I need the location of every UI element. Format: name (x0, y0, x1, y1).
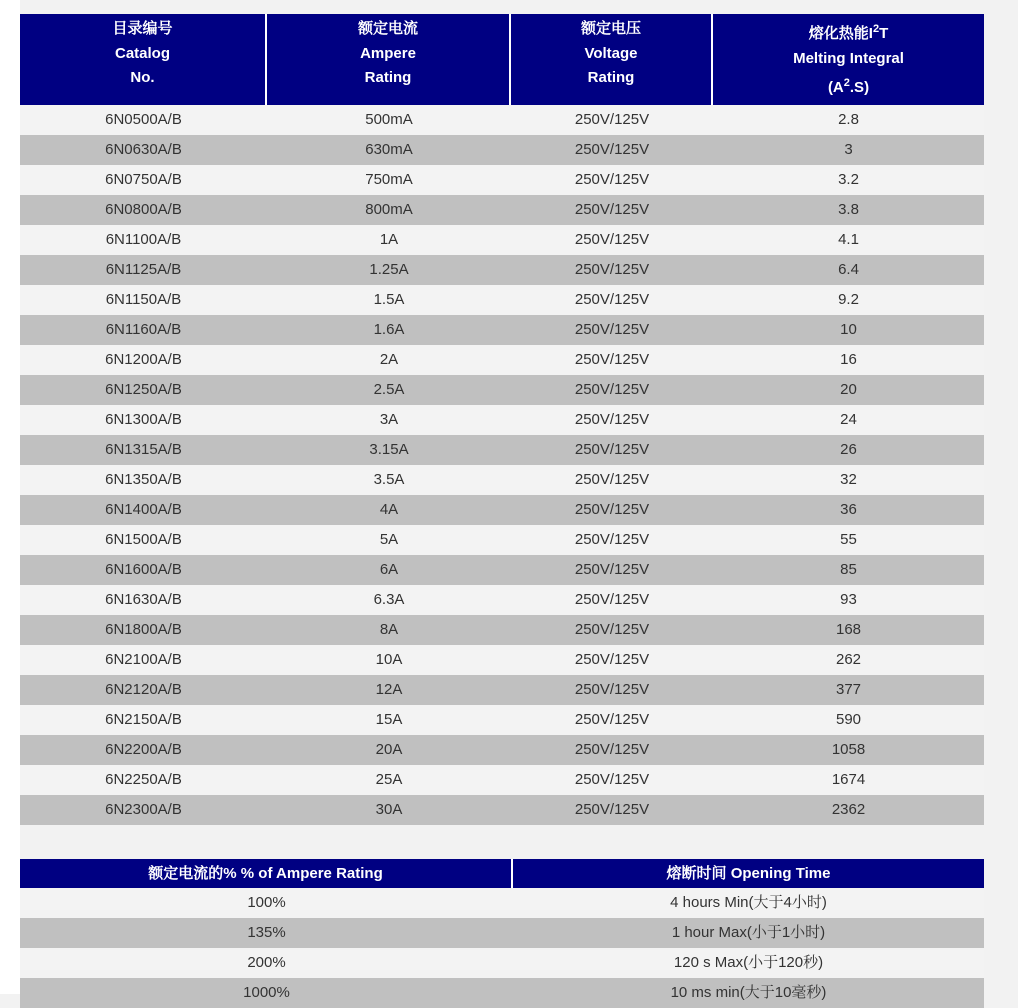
table-row (20, 255, 984, 285)
table-cell: 6N1350A/B (105, 470, 182, 488)
table-cell: 1.6A (373, 320, 405, 338)
col-header-opening-time: 熔断时间 Opening Time (513, 859, 984, 888)
table-cell: 500mA (365, 110, 413, 128)
table-cell: 250V/125V (574, 740, 650, 758)
table-row (20, 105, 984, 135)
table-cell: 250V/125V (574, 650, 650, 668)
table-cell: 6N2200A/B (105, 740, 182, 758)
table-cell: 168 (835, 620, 862, 638)
table-cell: 6N1125A/B (105, 260, 182, 278)
table-cell: 10A (375, 650, 403, 668)
table-cell: 93 (840, 590, 857, 608)
table-cell: 12A (375, 680, 403, 698)
table-cell: 1000% (243, 983, 290, 1001)
col-header-catalog-no (20, 14, 265, 105)
col-header-en1: Catalog (114, 44, 170, 62)
table-cell: 3 (844, 140, 853, 158)
col-header-en2: Rating (587, 69, 635, 86)
table-cell: 55 (840, 530, 857, 548)
table-cell: 36 (840, 500, 857, 518)
table-row (20, 615, 984, 645)
table-row (20, 918, 984, 948)
table-row (20, 405, 984, 435)
col-header-zh: 额定电流 (357, 20, 418, 37)
table-cell: 3.15A (369, 440, 409, 458)
table-cell: 250V/125V (574, 260, 650, 278)
table-cell: 250V/125V (574, 410, 650, 428)
table-cell: 1058 (831, 740, 866, 758)
table-cell: 2.8 (838, 110, 859, 128)
table-cell: 135% (247, 923, 286, 941)
table-cell: 3.8 (838, 200, 859, 218)
table-row (20, 645, 984, 675)
col-header-melting-integral (713, 14, 984, 105)
table-cell: 6A (379, 560, 399, 578)
table-cell: 85 (840, 560, 857, 578)
col-header-en2: $(A^2.S)$ (827, 77, 870, 96)
table-cell: 800mA (365, 200, 413, 218)
table-cell: 630mA (365, 140, 413, 158)
table-cell: 10 ms min(大于10毫秒) (670, 983, 827, 1001)
table-cell: 10 (840, 320, 857, 338)
table-cell: 6N1315A/B (105, 440, 182, 458)
table-cell: 16 (840, 350, 857, 368)
table-row (20, 585, 984, 615)
table-row (20, 225, 984, 255)
table-cell: 250V/125V (574, 680, 650, 698)
table-cell: 8A (379, 620, 399, 638)
table-row (20, 165, 984, 195)
table-cell: 100% (247, 893, 286, 911)
table-cell: 250V/125V (574, 350, 650, 368)
table-cell: 30A (375, 800, 403, 818)
col-header-ampere-rating (267, 14, 509, 105)
table-row (20, 495, 984, 525)
table-cell: 6N1800A/B (105, 620, 182, 638)
table-cell: 3.5A (373, 470, 405, 488)
table-cell: 250V/125V (574, 230, 650, 248)
table-cell: 250V/125V (574, 560, 650, 578)
table-row (20, 735, 984, 765)
table-cell: 250V/125V (574, 290, 650, 308)
table-cell: 250V/125V (574, 590, 650, 608)
col-header-en1: Melting Integral (793, 49, 904, 67)
table-cell: 6N0500A/B (105, 110, 182, 128)
content-area (20, 14, 984, 1008)
table-row (20, 525, 984, 555)
table-row (20, 675, 984, 705)
table-cell: 2A (379, 350, 399, 368)
table-cell: 377 (835, 680, 862, 698)
table-cell: 3A (379, 410, 399, 428)
table-cell: 6N1160A/B (105, 320, 182, 338)
table-row (20, 195, 984, 225)
table-row (20, 795, 984, 825)
table-cell: 20 (840, 380, 857, 398)
table-cell: 6N2250A/B (105, 770, 182, 788)
table-cell: 6N0630A/B (105, 140, 182, 158)
table-row (20, 435, 984, 465)
table-cell: 6N1200A/B (105, 350, 182, 368)
col-header-zh: 熔化热能$I^2T$ (808, 23, 889, 42)
table-row (20, 948, 984, 978)
table-cell: 2.5A (373, 380, 405, 398)
table-cell: 9.2 (838, 290, 859, 308)
table-cell: 5A (379, 530, 399, 548)
table-cell: 250V/125V (574, 140, 650, 158)
col-header-zh: 额定电压 (580, 20, 641, 37)
table-cell: 250V/125V (574, 710, 650, 728)
table-row (20, 315, 984, 345)
table-cell: 3.2 (838, 170, 859, 188)
table-cell: 6N1300A/B (105, 410, 182, 428)
table-cell: 6N1250A/B (105, 380, 182, 398)
table-row (20, 705, 984, 735)
table-cell: 750mA (365, 170, 413, 188)
table-cell: 26 (840, 440, 857, 458)
table-cell: 250V/125V (574, 440, 650, 458)
table-cell: 6N1100A/B (105, 230, 182, 248)
col-header-en2: Rating (364, 69, 412, 86)
table-cell: 6N1500A/B (105, 530, 182, 548)
table-cell: 32 (840, 470, 857, 488)
table-cell: 250V/125V (574, 530, 650, 548)
table-cell: 1A (379, 230, 399, 248)
table-cell: 1 hour Max(小于1小时) (671, 923, 826, 941)
page-left-margin (0, 0, 20, 994)
table-cell: 4.1 (838, 230, 859, 248)
table-row (20, 555, 984, 585)
opening-table-body (20, 888, 984, 1008)
table-cell: 6N1400A/B (105, 500, 182, 518)
spec-table-header (20, 14, 984, 105)
table-cell: 6N0750A/B (105, 170, 182, 188)
table-cell: 2362 (831, 800, 866, 818)
table-cell: 6N2300A/B (105, 800, 182, 818)
spec-table-body (20, 105, 984, 825)
table-cell: 25A (375, 770, 403, 788)
table-cell: 250V/125V (574, 200, 650, 218)
table-row (20, 465, 984, 495)
table-cell: 1674 (831, 770, 866, 788)
table-cell: 24 (840, 410, 857, 428)
table-cell: 6N2150A/B (105, 710, 182, 728)
table-cell: 262 (835, 650, 862, 668)
table-cell: 6N2120A/B (105, 680, 182, 698)
col-header-zh: 目录编号 (112, 20, 173, 37)
table-cell: 6.4 (838, 260, 859, 278)
col-header-voltage-rating (511, 14, 711, 105)
table-row (20, 345, 984, 375)
table-row (20, 375, 984, 405)
table-cell: 4 hours Min(大于4小时) (670, 893, 827, 911)
table-row (20, 978, 984, 1008)
table-cell: 250V/125V (574, 500, 650, 518)
table-row (20, 285, 984, 315)
table-cell: 15A (375, 710, 403, 728)
table-cell: 4A (379, 500, 399, 518)
table-cell: 6N1630A/B (105, 590, 182, 608)
table-cell: 250V/125V (574, 110, 650, 128)
table-cell: 6N2100A/B (105, 650, 182, 668)
table-row (20, 135, 984, 165)
table-cell: 6N1600A/B (105, 560, 182, 578)
table-cell: 120 s Max(小于120秒) (673, 953, 824, 971)
col-header-en1: Voltage (584, 44, 638, 62)
opening-time-table (20, 859, 984, 1008)
table-cell: 6N0800A/B (105, 200, 182, 218)
table-cell: 250V/125V (574, 470, 650, 488)
table-cell: 250V/125V (574, 320, 650, 338)
table-cell: 250V/125V (574, 380, 650, 398)
col-header-en2: No. (130, 69, 155, 86)
table-cell: 250V/125V (574, 770, 650, 788)
table-cell: 20A (375, 740, 403, 758)
table-cell: 1.5A (373, 290, 405, 308)
table-cell: 250V/125V (574, 170, 650, 188)
opening-table-header (20, 859, 984, 888)
table-cell: 590 (835, 710, 862, 728)
col-header-percent-of-ampere-rating: 额定电流的% % of Ampere Rating (20, 859, 511, 888)
spec-table (20, 14, 984, 825)
table-cell: 6N1150A/B (105, 290, 182, 308)
table-row (20, 765, 984, 795)
table-cell: 6.3A (373, 590, 405, 608)
table-row (20, 888, 984, 918)
table-cell: 250V/125V (574, 620, 650, 638)
table-cell: 1.25A (369, 260, 409, 278)
col-header-en1: Ampere (360, 44, 416, 62)
table-cell: 250V/125V (574, 800, 650, 818)
table-cell: 200% (247, 953, 286, 971)
